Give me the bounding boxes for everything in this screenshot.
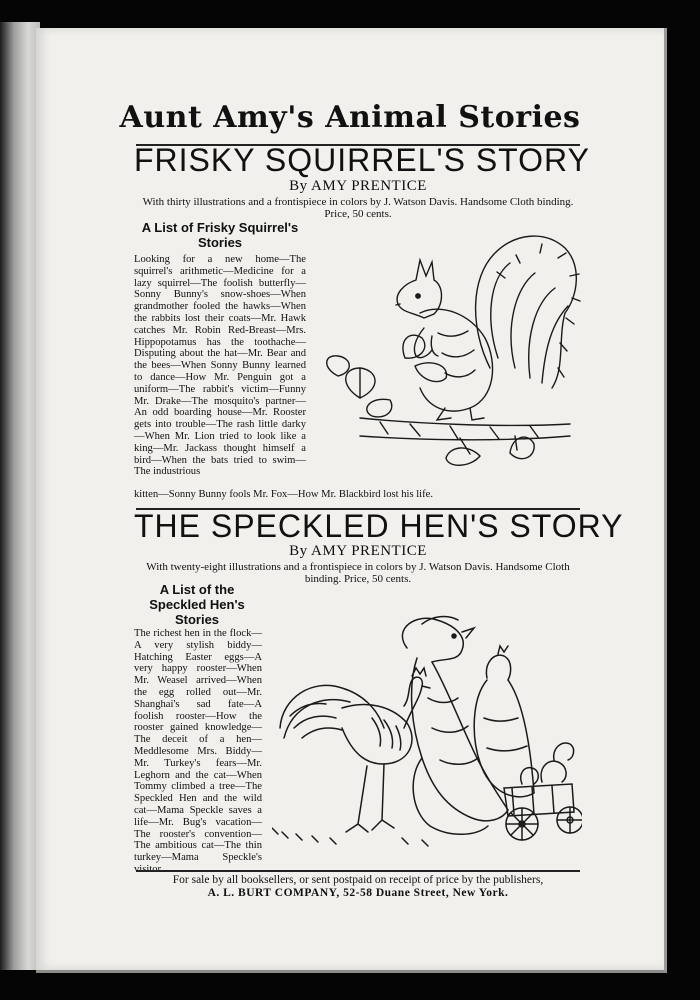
book1-story-list-end: kitten—Sonny Bunny fools Mr. Fox—How Mr. Blackbird lost his life. [134,489,433,500]
book1-byline: By AMY PRENTICE [289,178,427,194]
footer-line: For sale by all booksellers, or sent postpaid on receipt of price by the publishers, [172,874,544,886]
book2-list-heading: A List of the Speckled Hen's Stories [149,582,245,627]
book2-byline: By AMY PRENTICE [289,543,427,559]
book1-description: With thirty illustrations and a frontispiece in colors by J. Watson Davis. Handsome Cloth binding. Price, 50 cents. [142,196,574,220]
book-spine [0,22,40,970]
hens-and-rooster-illustration [272,588,582,850]
book2-description: With twenty-eight illustrations and a frontispiece in colors by J. Watson Davis. Handsome Cloth binding. Price, 50 cents. [146,561,570,585]
footer-rule [136,870,580,872]
publisher-line: A. L. BURT COMPANY, 52-58 Duane Street, New York. [207,887,509,899]
book-page [36,28,667,973]
series-title: Aunt Amy's Animal Stories [119,100,581,135]
book1-title: FRISKY SQUIRREL'S STORY [134,142,590,178]
book2-title: THE SPECKLED HEN'S STORY [134,508,624,544]
squirrel-illustration [320,218,588,480]
footer [132,874,584,900]
book1-list-heading: A List of Frisky Squirrel's Stories [141,220,299,250]
book2-story-list: The richest hen in the flock—A very stylish biddy—Hatching Easter eggs—A very happy rooster—When Mr. Weasel arrived—When the egg rolled out—Mr. Shanghai's sad fate—A foolish rooster—How the rooster gained knowledge—The deceit of a hen—Meddlesome Mrs. Biddy—Mr. Turkey's fears—Mr. Leghorn and the cat—When Tommy climbed a tree—The Speckled Hen and the wild cat—Mama Speckle saves a life—Mr. Bug's vacation—The rooster's convention—The ambitious cat—The thin turkey—Mama Speckle's visitor. [134,628,262,875]
book1-story-list: Looking for a new home—The squirrel's arithmetic—Medicine for a lazy squirrel—The foolish butterfly—Sonny Bunny's snow-shoes—When grandmother fooled the hawks—When the rabbits lost their coats—Mr. Hawk catches Mr. Robin Red-Breast—Mrs. Hippopotamus has the toothache—Disputing about the hat—Mr. Bear and the bees—When Sonny Bunny learned to dance—How Mr. Penguin got a uniform—The rabbit's victim—Funny Mr. Drake—The mosquito's partner—An odd boarding house—Mr. Rooster gets into trouble—The rash little darky—When Mr. Lion tried to look like a king—Mr. Jackass thought himself a bird—When the bats tried to swim—The industrious [134,254,306,478]
